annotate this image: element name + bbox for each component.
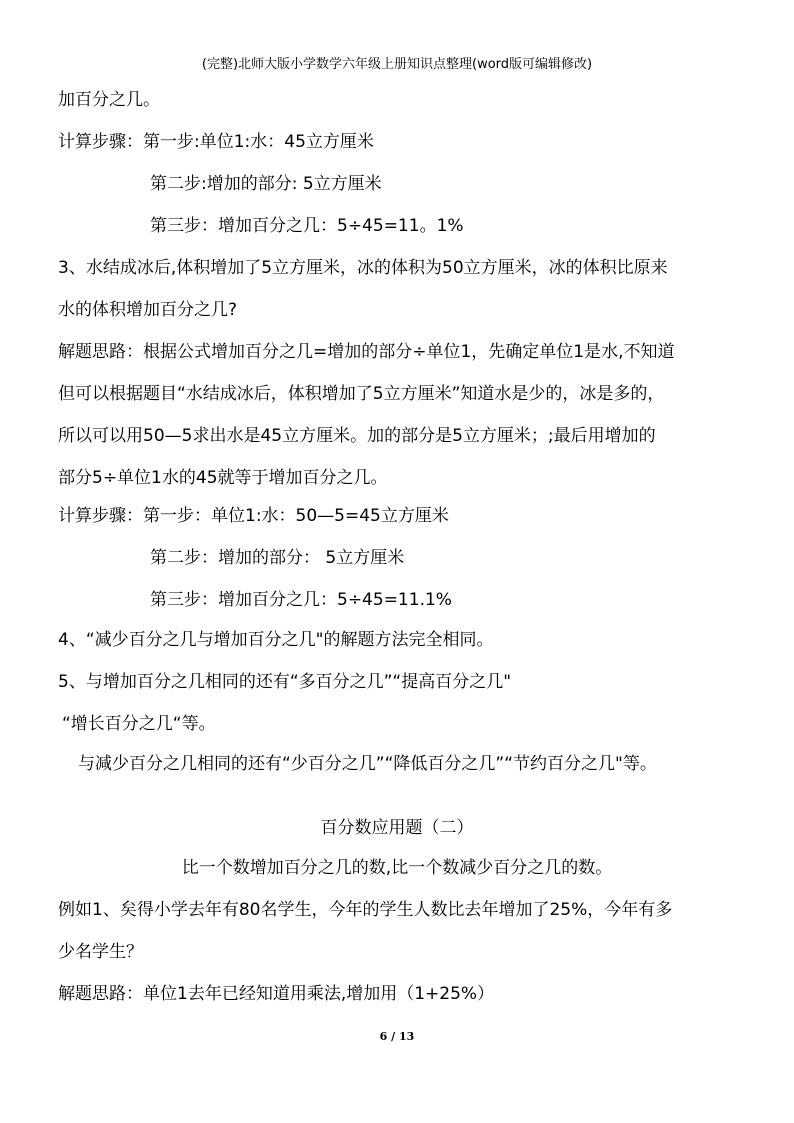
section-subtitle: 比一个数增加百分之几的数,比一个数减少百分之几的数。 bbox=[181, 858, 613, 878]
text-line: 与减少百分之几相同的还有“少百分之几”“降低百分之几”“节约百分之几"等。 bbox=[78, 754, 657, 774]
text-line: 3、水结成冰后,体积增加了5立方厘米，冰的体积为50立方厘米，冰的体积比原来 bbox=[58, 258, 668, 278]
text-line: 例如1、矣得小学去年有80名学生，今年的学生人数比去年增加了25%，今年有多 bbox=[58, 900, 673, 920]
text-line: 第三步：增加百分之几：5÷45=11.1% bbox=[150, 590, 452, 610]
page-header: (完整)北师大版小学数学六年级上册知识点整理(word版可编辑修改) bbox=[201, 57, 593, 72]
text-line: 解题思路：单位1去年已经知道用乘法,增加用（1+25%） bbox=[58, 984, 495, 1004]
text-line: 第二步:增加的部分: 5立方厘米 bbox=[150, 174, 382, 194]
text-line: 第三步：增加百分之几：5÷45=11。1% bbox=[150, 216, 464, 236]
text-line: 第二步：增加的部分： 5立方厘米 bbox=[150, 548, 405, 568]
text-line: 部分5÷单位1水的45就等于增加百分之几。 bbox=[58, 468, 388, 488]
text-line: 计算步骤：第一步:单位1:水：45立方厘米 bbox=[58, 132, 374, 152]
text-line: 4、“减少百分之几与增加百分之几"的解题方法完全相同。 bbox=[58, 630, 494, 650]
section-title: 百分数应用题（二） bbox=[320, 818, 474, 838]
text-line: 计算步骤：第一步：单位1:水：50—5=45立方厘米 bbox=[58, 506, 449, 526]
text-line: “增长百分之几“等。 bbox=[62, 714, 216, 734]
text-line: 水的体积增加百分之几? bbox=[58, 300, 238, 320]
text-line: 少名学生？ bbox=[58, 942, 143, 962]
text-line: 所以可以用50—5求出水是45立方厘米。加的部分是5立方厘米；;最后用增加的 bbox=[58, 426, 656, 446]
text-line: 5、与增加百分之几相同的还有“多百分之几”“提高百分之几" bbox=[58, 672, 512, 692]
page-number: 6 / 13 bbox=[379, 1030, 415, 1043]
text-line: 加百分之几。 bbox=[58, 90, 160, 110]
text-line: 解题思路：根据公式增加百分之几=增加的部分÷单位1，先确定单位1是水,不知道 bbox=[58, 342, 675, 362]
text-line: 但可以根据题目“水结成冰后，体积增加了5立方厘米”知道水是少的，冰是多的， bbox=[58, 384, 665, 404]
